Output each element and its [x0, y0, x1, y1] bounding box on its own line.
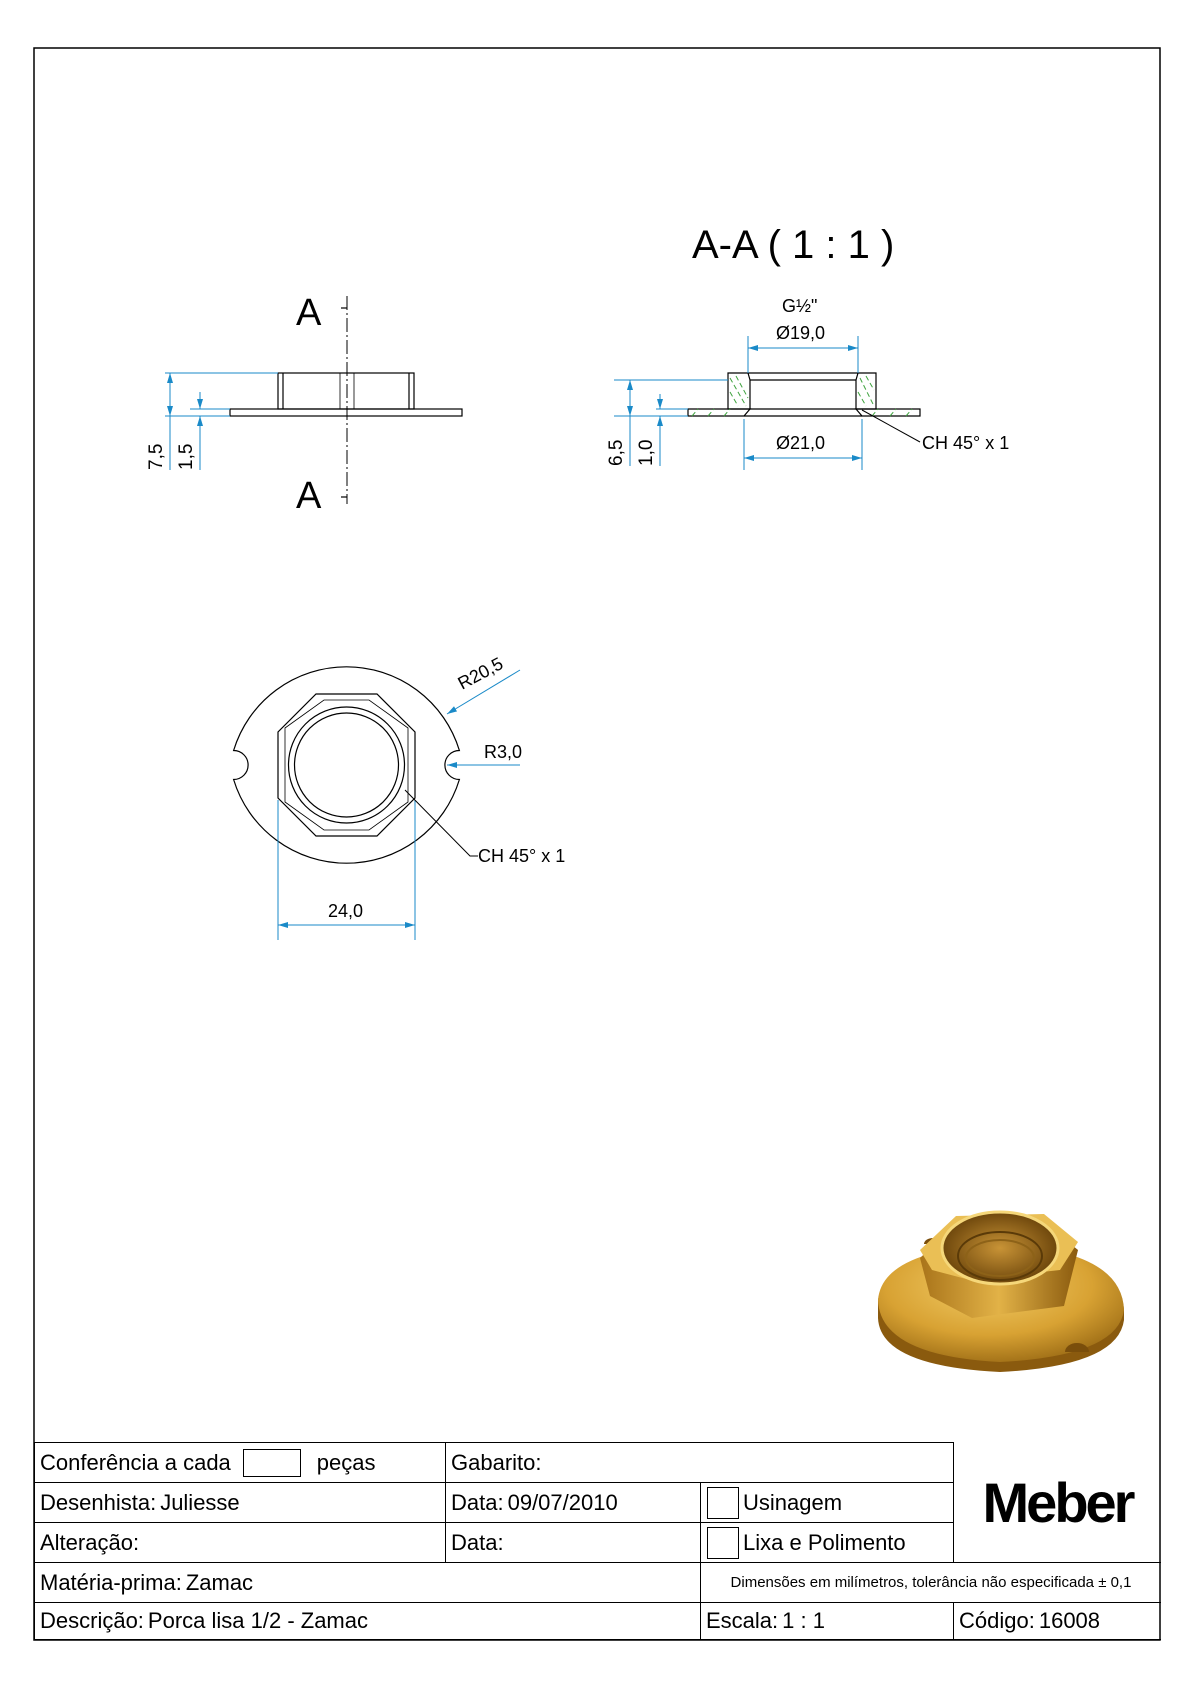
flange-outline-with-notches — [234, 667, 460, 863]
usinagem-checkbox[interactable] — [707, 1487, 739, 1519]
top-view — [234, 667, 460, 863]
section-view — [688, 373, 920, 416]
chamfer-leader-top — [405, 790, 478, 856]
lixa-cell — [700, 1523, 953, 1562]
conferencia-label: Conferência a cada — [40, 1449, 231, 1475]
escala-cell — [700, 1603, 953, 1639]
conferencia-cell — [35, 1443, 445, 1482]
title-row-5 — [35, 1602, 1161, 1640]
front-dim-height: 7,5 — [146, 443, 167, 470]
desenhista-value: Juliesse — [160, 1489, 240, 1515]
section-dim-height: 6,5 — [606, 439, 627, 466]
data2-label: Data: — [451, 1529, 504, 1555]
descricao-value: Porca lisa 1/2 - Zamac — [147, 1608, 368, 1633]
conferencia-input-box[interactable] — [243, 1449, 301, 1477]
flange-profile — [230, 409, 462, 416]
dim-radius-outer: R20,5 — [454, 653, 507, 694]
descricao-cell — [35, 1603, 700, 1639]
lixa-label: Lixa e Polimento — [743, 1529, 906, 1555]
codigo-label: Código: — [959, 1608, 1035, 1633]
hex-body-profile — [278, 373, 414, 409]
hex-outline — [278, 694, 415, 836]
section-dim-inner: Ø19,0 — [776, 323, 826, 343]
cut-label-top: A — [296, 292, 322, 334]
gabarito-cell — [445, 1443, 953, 1482]
usinagem-cell — [700, 1483, 953, 1522]
alteracao-cell — [35, 1523, 445, 1562]
section-dim-flange: 1,0 — [636, 439, 657, 466]
thread-label: G½" — [782, 296, 818, 316]
title-row-1 — [35, 1442, 953, 1482]
nut-3d-render — [878, 1212, 1124, 1372]
data-value: 09/07/2010 — [507, 1489, 618, 1515]
materia-cell — [35, 1563, 700, 1602]
title-block — [34, 1442, 1160, 1640]
desenhista-cell — [35, 1483, 445, 1522]
codigo-value: 16008 — [1038, 1608, 1101, 1633]
title-row-4 — [35, 1562, 1161, 1602]
section-chamfer-note: CH 45° x 1 — [922, 433, 1010, 453]
dim-radius-notch: R3,0 — [484, 742, 523, 762]
section-dim-outer: Ø21,0 — [776, 433, 826, 453]
escala-value: 1 : 1 — [782, 1608, 825, 1633]
tolerance-cell — [700, 1563, 1161, 1602]
lixa-checkbox[interactable] — [707, 1527, 739, 1559]
data-label: Data: — [451, 1489, 504, 1515]
title-row-2 — [35, 1482, 953, 1522]
cut-label-bottom: A — [296, 475, 322, 517]
data2-cell — [445, 1523, 700, 1562]
descricao-label: Descrição: — [40, 1608, 144, 1633]
front-view — [230, 296, 462, 504]
bore-inner — [295, 713, 399, 817]
sheet-border — [34, 48, 1160, 1640]
usinagem-label: Usinagem — [743, 1489, 843, 1515]
pecas-label: peças — [316, 1449, 376, 1475]
front-dim-flange: 1,5 — [176, 443, 197, 470]
section-title: A-A ( 1 : 1 ) — [692, 223, 895, 267]
alteracao-label: Alteração: — [40, 1529, 140, 1555]
title-row-3 — [35, 1522, 953, 1562]
section-hatching — [692, 376, 912, 416]
desenhista-label: Desenhista: — [40, 1489, 157, 1515]
data-cell — [445, 1483, 700, 1522]
materia-label: Matéria-prima: — [40, 1569, 182, 1595]
codigo-cell — [953, 1603, 1161, 1639]
meber-logo: Meber — [953, 1442, 1161, 1562]
escala-label: Escala: — [706, 1608, 779, 1633]
top-chamfer-note: CH 45° x 1 — [478, 846, 566, 866]
dim-across-flats: 24,0 — [328, 901, 364, 921]
tolerance-note: Dimensões em milímetros, tolerância não especificada ± 0,1 — [730, 1574, 1132, 1591]
bore-outer — [289, 707, 405, 823]
gabarito-label: Gabarito: — [451, 1449, 542, 1475]
materia-value: Zamac — [185, 1569, 254, 1595]
